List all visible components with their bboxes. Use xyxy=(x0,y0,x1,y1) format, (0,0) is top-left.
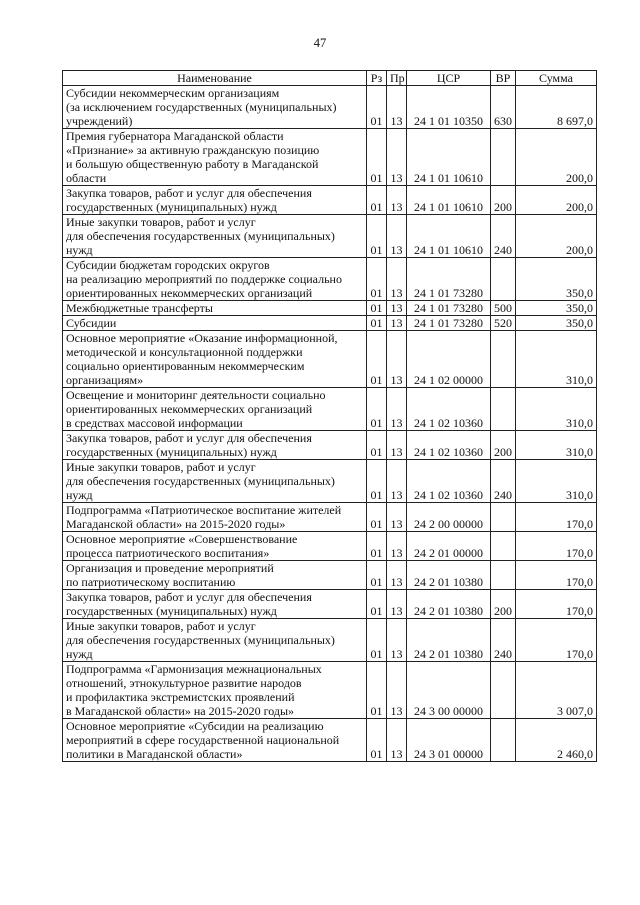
row-name xyxy=(63,388,367,431)
row-name xyxy=(63,662,367,719)
row-name-line: для обеспечения государственных (муниципальных) xyxy=(66,229,335,243)
row-pr: 13 xyxy=(387,532,407,561)
row-sum: 350,0 xyxy=(516,316,597,331)
row-name xyxy=(63,561,367,590)
row-csr: 24 1 02 10360 xyxy=(407,431,491,460)
row-sum: 200,0 xyxy=(516,186,597,215)
table-row xyxy=(63,719,597,762)
row-name-line: Иные закупки товаров, работ и услуг xyxy=(66,460,256,474)
row-vr xyxy=(491,561,516,590)
row-sum: 170,0 xyxy=(516,503,597,532)
row-name-line: для обеспечения государственных (муниципальных) xyxy=(66,474,335,488)
row-vr: 200 xyxy=(491,431,516,460)
row-rz: 01 xyxy=(367,331,387,388)
row-name xyxy=(63,619,367,662)
row-name-line: Закупка товаров, работ и услуг для обеспечения xyxy=(66,186,312,200)
row-sum: 350,0 xyxy=(516,301,597,316)
row-name xyxy=(63,129,367,186)
row-csr: 24 1 01 73280 xyxy=(407,258,491,301)
row-rz: 01 xyxy=(367,316,387,331)
row-name xyxy=(63,258,367,301)
header-vr: ВР xyxy=(491,71,516,86)
row-vr xyxy=(491,258,516,301)
table-row xyxy=(63,388,597,431)
row-csr: 24 2 01 10380 xyxy=(407,590,491,619)
table-row xyxy=(63,460,597,503)
row-sum: 3 007,0 xyxy=(516,662,597,719)
table-row xyxy=(63,532,597,561)
row-vr xyxy=(491,503,516,532)
row-name-line: нужд xyxy=(66,243,93,257)
row-name-line: Премия губернатора Магаданской области xyxy=(66,129,284,143)
table-row xyxy=(63,590,597,619)
row-rz: 01 xyxy=(367,301,387,316)
row-name-line: Закупка товаров, работ и услуг для обеспечения xyxy=(66,590,312,604)
row-sum: 310,0 xyxy=(516,388,597,431)
row-csr: 24 1 01 73280 xyxy=(407,301,491,316)
row-name-line: мероприятий в сфере государственной национальной xyxy=(66,733,340,747)
row-csr: 24 1 01 10610 xyxy=(407,129,491,186)
row-name-line: Подпрограмма «Гармонизация межнациональных xyxy=(66,662,322,676)
row-name-line: Основное мероприятие «Совершенствование xyxy=(66,532,298,546)
row-csr: 24 3 01 00000 xyxy=(407,719,491,762)
row-name-line: «Признание» за активную гражданскую позицию xyxy=(66,143,320,157)
row-pr: 13 xyxy=(387,301,407,316)
row-name-line: на реализацию мероприятий по поддержке социально xyxy=(66,272,342,286)
row-csr: 24 2 01 00000 xyxy=(407,532,491,561)
row-csr: 24 1 01 10350 xyxy=(407,86,491,129)
row-name-line: ориентированных некоммерческих организаций xyxy=(66,402,313,416)
row-csr: 24 2 01 10380 xyxy=(407,561,491,590)
row-name-line: в средствах массовой информации xyxy=(66,416,243,430)
row-name-line: Межбюджетные трансферты xyxy=(66,301,213,315)
row-name-line: методической и консультационной поддержки xyxy=(66,345,303,359)
row-name xyxy=(63,215,367,258)
row-vr: 200 xyxy=(491,186,516,215)
row-sum: 170,0 xyxy=(516,532,597,561)
row-rz: 01 xyxy=(367,460,387,503)
budget-table xyxy=(62,70,597,762)
page-number: 47 xyxy=(313,36,327,50)
row-csr: 24 1 01 73280 xyxy=(407,316,491,331)
row-name xyxy=(63,316,367,331)
row-sum: 200,0 xyxy=(516,215,597,258)
table-header-row xyxy=(63,71,597,86)
row-vr xyxy=(491,129,516,186)
row-name-line: Магаданской области» на 2015-2020 годы» xyxy=(66,517,286,531)
table-row xyxy=(63,431,597,460)
row-vr xyxy=(491,388,516,431)
row-rz: 01 xyxy=(367,86,387,129)
row-sum: 170,0 xyxy=(516,590,597,619)
row-name-line: нужд xyxy=(66,647,93,661)
table-row xyxy=(63,619,597,662)
row-rz: 01 xyxy=(367,431,387,460)
row-name-line: социально ориентированным некоммерческим xyxy=(66,359,305,373)
row-csr: 24 2 00 00000 xyxy=(407,503,491,532)
row-name xyxy=(63,86,367,129)
row-vr: 240 xyxy=(491,619,516,662)
row-rz: 01 xyxy=(367,503,387,532)
row-pr: 13 xyxy=(387,86,407,129)
table-row xyxy=(63,331,597,388)
row-name-line: Иные закупки товаров, работ и услуг xyxy=(66,619,256,633)
row-csr: 24 1 02 10360 xyxy=(407,388,491,431)
row-name-line: организациям» xyxy=(66,373,144,387)
header-sum: Сумма xyxy=(516,71,597,86)
row-rz: 01 xyxy=(367,619,387,662)
row-name-line: отношений, этнокультурное развитие народов xyxy=(66,676,302,690)
row-csr: 24 1 01 10610 xyxy=(407,215,491,258)
row-rz: 01 xyxy=(367,215,387,258)
row-pr: 13 xyxy=(387,258,407,301)
row-csr: 24 1 02 10360 xyxy=(407,460,491,503)
row-vr: 500 xyxy=(491,301,516,316)
row-vr: 240 xyxy=(491,460,516,503)
row-pr: 13 xyxy=(387,460,407,503)
row-name-line: по патриотическому воспитанию xyxy=(66,575,236,589)
row-pr: 13 xyxy=(387,619,407,662)
row-pr: 13 xyxy=(387,590,407,619)
row-name-line: и профилактика экстремистских проявлений xyxy=(66,690,295,704)
table-row xyxy=(63,129,597,186)
row-sum: 8 697,0 xyxy=(516,86,597,129)
row-name-line: государственных (муниципальных) нужд xyxy=(66,200,277,214)
table-row xyxy=(63,301,597,316)
row-name-line: для обеспечения государственных (муниципальных) xyxy=(66,633,335,647)
row-vr xyxy=(491,532,516,561)
row-sum: 200,0 xyxy=(516,129,597,186)
row-name-line: Подпрограмма «Патриотическое воспитание жителей xyxy=(66,503,342,517)
table-row xyxy=(63,258,597,301)
row-vr: 200 xyxy=(491,590,516,619)
row-name-line: ориентированных некоммерческих организаций xyxy=(66,286,313,300)
row-name-line: нужд xyxy=(66,488,93,502)
header-pr: Пр xyxy=(387,71,407,86)
row-pr: 13 xyxy=(387,719,407,762)
row-csr: 24 1 01 10610 xyxy=(407,186,491,215)
row-name xyxy=(63,301,367,316)
row-vr xyxy=(491,662,516,719)
row-sum: 310,0 xyxy=(516,331,597,388)
row-vr: 240 xyxy=(491,215,516,258)
row-name-line: (за исключением государственных (муниципальных) xyxy=(66,100,337,114)
table-row xyxy=(63,561,597,590)
row-name-line: Основное мероприятие «Оказание информационной, xyxy=(66,331,338,345)
row-name xyxy=(63,460,367,503)
row-pr: 13 xyxy=(387,331,407,388)
row-rz: 01 xyxy=(367,719,387,762)
row-rz: 01 xyxy=(367,532,387,561)
row-name-line: в Магаданской области» на 2015-2020 годы» xyxy=(66,704,295,718)
row-name-line: Субсидии некоммерческим организациям xyxy=(66,86,280,100)
table-row xyxy=(63,316,597,331)
row-name-line: Иные закупки товаров, работ и услуг xyxy=(66,215,256,229)
row-name xyxy=(63,431,367,460)
row-vr xyxy=(491,331,516,388)
row-rz: 01 xyxy=(367,129,387,186)
row-rz: 01 xyxy=(367,186,387,215)
table-row xyxy=(63,86,597,129)
row-sum: 2 460,0 xyxy=(516,719,597,762)
header-rz: Рз xyxy=(367,71,387,86)
row-name-line: политики в Магаданской области» xyxy=(66,747,243,761)
row-name xyxy=(63,503,367,532)
row-name-line: Закупка товаров, работ и услуг для обеспечения xyxy=(66,431,312,445)
row-name-line: Субсидии xyxy=(66,316,117,330)
row-rz: 01 xyxy=(367,388,387,431)
row-sum: 350,0 xyxy=(516,258,597,301)
row-name-line: Организация и проведение мероприятий xyxy=(66,561,274,575)
table-row xyxy=(63,662,597,719)
row-name-line: государственных (муниципальных) нужд xyxy=(66,445,277,459)
row-vr xyxy=(491,719,516,762)
table-body xyxy=(63,86,597,762)
row-vr: 520 xyxy=(491,316,516,331)
row-name-line: государственных (муниципальных) нужд xyxy=(66,604,277,618)
row-csr: 24 1 02 00000 xyxy=(407,331,491,388)
row-csr: 24 2 01 10380 xyxy=(407,619,491,662)
row-name-line: и большую общественную работу в Магаданской xyxy=(66,157,319,171)
row-name-line: учреждений) xyxy=(66,114,133,128)
table-row xyxy=(63,186,597,215)
row-rz: 01 xyxy=(367,662,387,719)
table-row xyxy=(63,503,597,532)
row-sum: 170,0 xyxy=(516,561,597,590)
row-name xyxy=(63,590,367,619)
row-name-line: Освещение и мониторинг деятельности социально xyxy=(66,388,326,402)
row-pr: 13 xyxy=(387,431,407,460)
row-vr: 630 xyxy=(491,86,516,129)
row-pr: 13 xyxy=(387,503,407,532)
header-name: Наименование xyxy=(63,71,367,86)
row-name xyxy=(63,186,367,215)
row-rz: 01 xyxy=(367,561,387,590)
row-csr: 24 3 00 00000 xyxy=(407,662,491,719)
row-name-line: Субсидии бюджетам городских округов xyxy=(66,258,270,272)
row-pr: 13 xyxy=(387,186,407,215)
row-name xyxy=(63,532,367,561)
row-rz: 01 xyxy=(367,258,387,301)
row-pr: 13 xyxy=(387,662,407,719)
row-pr: 13 xyxy=(387,316,407,331)
row-sum: 170,0 xyxy=(516,619,597,662)
header-csr: ЦСР xyxy=(407,71,491,86)
row-sum: 310,0 xyxy=(516,460,597,503)
table-row xyxy=(63,215,597,258)
row-name-line: процесса патриотического воспитания» xyxy=(66,546,270,560)
row-name-line: области xyxy=(66,171,107,185)
row-pr: 13 xyxy=(387,215,407,258)
row-name xyxy=(63,719,367,762)
row-name xyxy=(63,331,367,388)
row-pr: 13 xyxy=(387,388,407,431)
row-sum: 310,0 xyxy=(516,431,597,460)
row-rz: 01 xyxy=(367,590,387,619)
row-pr: 13 xyxy=(387,561,407,590)
row-name-line: Основное мероприятие «Субсидии на реализацию xyxy=(66,719,324,733)
row-pr: 13 xyxy=(387,129,407,186)
